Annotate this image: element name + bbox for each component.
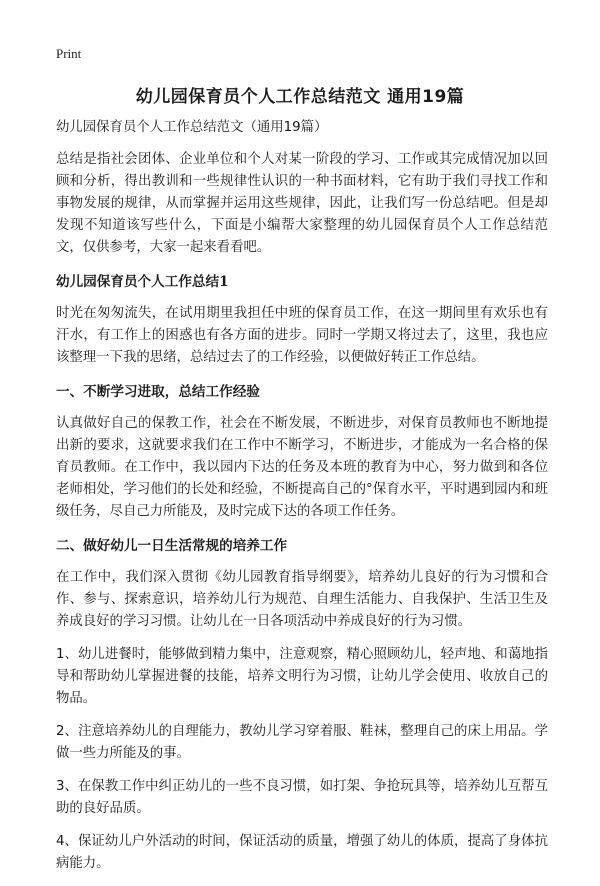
article-subtitle: 幼儿园保育员个人工作总结范文（通用19篇） xyxy=(56,120,328,135)
daily-routine-paragraph: 在工作中，我们深入贯彻《幼儿园教育指导纲要》，培养幼儿良好的行为习惯和合作、参与、探索意识，培养幼儿行为规范、自理生活能力、自我保护、生活卫生及养成良好的学习习惯。让幼儿在一日各项活动中养成良好的行为习惯。 xyxy=(56,570,548,629)
list-item: 3、在保教工作中纠正幼儿的一些不良习惯，如打架、争抢玩具等，培养幼儿互帮互助的良好品质。 xyxy=(56,779,548,816)
heading-learning: 一、不断学习进取，总结工作经验 xyxy=(56,384,260,400)
list-item: 2、注意培养幼儿的自理能力，教幼儿学习穿着服、鞋袜，整理自己的床上用品。学做一些力所能及的事。 xyxy=(56,724,548,761)
list-item: 4、保证幼儿户外活动的时间，保证活动的质量，增强了幼儿的体质，提高了身体抗病能力。 xyxy=(56,834,548,871)
page-title: 幼儿园保育员个人工作总结范文 通用19篇 xyxy=(135,87,465,107)
section-title: 幼儿园保育员个人工作总结1 xyxy=(56,274,229,290)
learning-paragraph: 认真做好自己的保教工作，社会在不断发展，不断进步，对保育员教师也不断地提出新的要求，这就要求我们在工作中不断学习，不断进步，才能成为一名合格的保育员教师。在工作中，我以园内下达的任务及本班的教育为中心，努力做到和各位老师相处，学习他们的长处和经验，不断提高自己的°保育水平，平时遇到园内和班级任务，尽自己力所能及，及时完成下达的各项工作任务。 xyxy=(56,416,548,519)
article-body xyxy=(56,117,548,886)
heading-daily-routine: 二、做好幼儿一日生活常规的培养工作 xyxy=(56,538,288,554)
list-item: 1、幼儿进餐时，能够做到精力集中，注意观察，精心照顾幼儿，轻声地、和蔼地指导和帮助幼儿掌握进餐的技能，培养文明行为习惯，让幼儿学会使用、收放自己的物品。 xyxy=(56,647,548,706)
section-intro-paragraph: 时光在匆匆流失，在试用期里我担任中班的保育员工作，在这一期间里有欢乐也有汗水，有工作上的困惑也有各方面的进步。同时一学期又将过去了，这里，我也应该整理一下我的思绪，总结过去了的工作经验，以便做好转正工作总结。 xyxy=(56,306,548,365)
print-label: Print xyxy=(56,46,82,61)
intro-paragraph: 总结是指社会团体、企业单位和个人对某一阶段的学习、工作或其完成情况加以回顾和分析，得出教训和一些规律性认识的一种书面材料，它有助于我们寻找工作和事物发展的规律，从而掌握并运用这些规律，因此，让我们写一份总结吧。但是却发现不知道该写些什么，下面是小编帮大家整理的幼儿园保育员个人工作总结范文，仅供参考，大家一起来看看吧。 xyxy=(56,152,548,255)
